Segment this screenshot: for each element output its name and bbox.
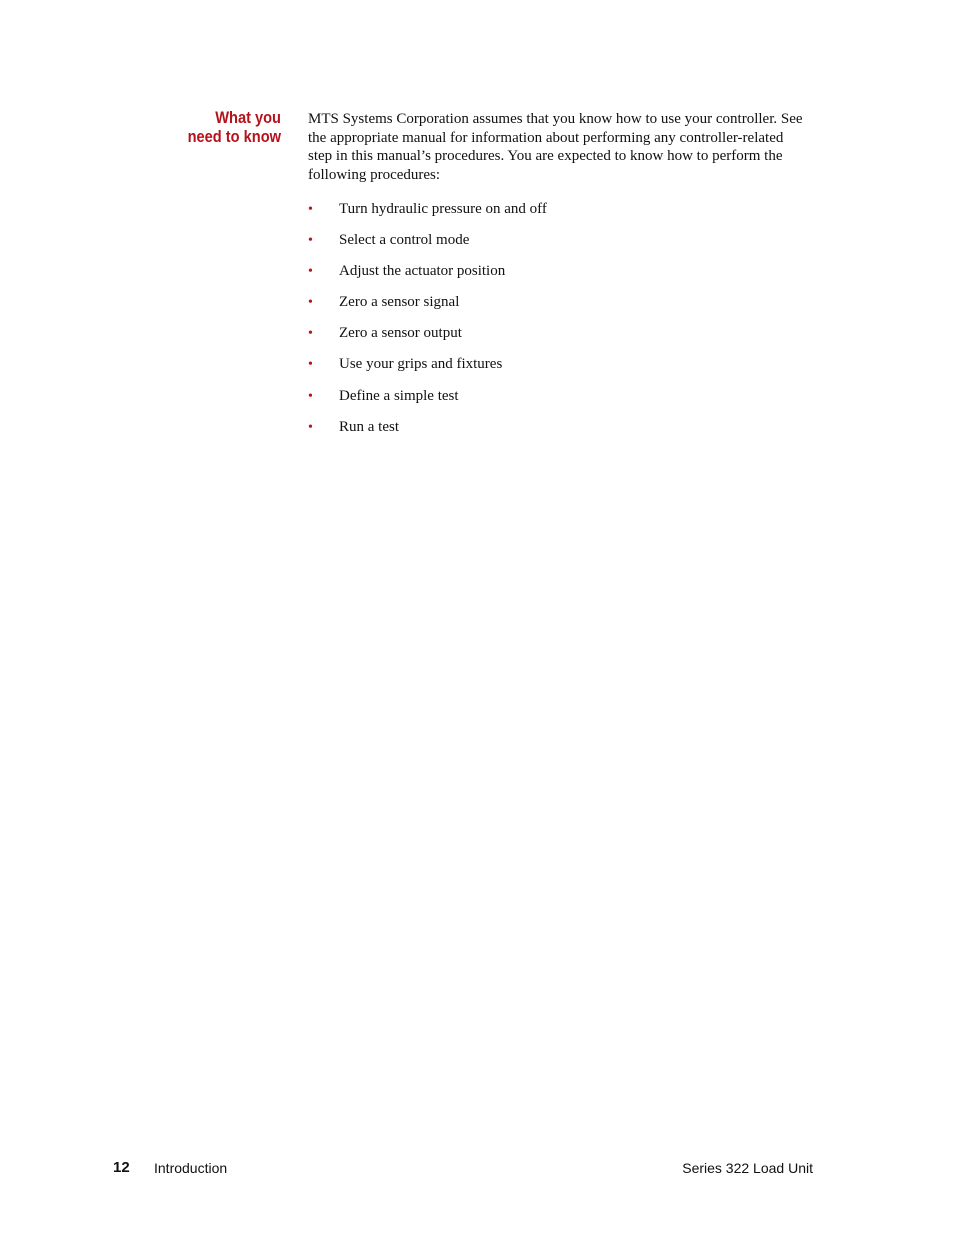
list-item-text: Zero a sensor signal: [339, 294, 460, 311]
list-item-text: Adjust the actuator position: [339, 263, 506, 280]
list-item-text: Turn hydraulic pressure on and off: [339, 201, 547, 217]
list-item-text: Run a test: [339, 418, 399, 435]
footer-section-name: Introduction: [154, 1160, 228, 1176]
bullet-icon: •: [308, 388, 313, 404]
bullet-icon: •: [308, 264, 313, 280]
list-item: [308, 200, 808, 231]
bullet-icon: •: [308, 295, 313, 311]
list-item: [308, 324, 808, 355]
bullet-icon: •: [308, 326, 313, 342]
list-item: [308, 418, 808, 449]
list-item-text: Define a simple test: [339, 387, 459, 404]
intro-paragraph: MTS Systems Corporation assumes that you know how to use your controller. See the appropriate manual for information about performing any controller-related step in this manual’s procedures. You are expected to know how to perform the following procedures:: [308, 111, 803, 184]
procedure-list: [308, 200, 808, 449]
list-item: [308, 387, 808, 418]
list-item: [308, 262, 808, 293]
bullet-icon: •: [308, 202, 313, 217]
page-number: 12: [113, 1159, 130, 1176]
section-heading: [168, 108, 281, 146]
list-item: [308, 231, 808, 262]
list-item: [308, 293, 808, 324]
bullet-icon: •: [308, 357, 313, 373]
section-heading-line-2: need to know: [187, 127, 281, 146]
list-item-text: Select a control mode: [339, 232, 470, 249]
footer-document-title: Series 322 Load Unit: [682, 1160, 813, 1176]
bullet-icon: •: [308, 233, 313, 249]
section-heading-line-1: What you: [215, 108, 281, 127]
list-item: [308, 355, 808, 386]
list-item-text: Use your grips and fixtures: [339, 356, 503, 373]
list-item-text: Zero a sensor output: [339, 325, 462, 342]
bullet-icon: •: [308, 419, 313, 435]
